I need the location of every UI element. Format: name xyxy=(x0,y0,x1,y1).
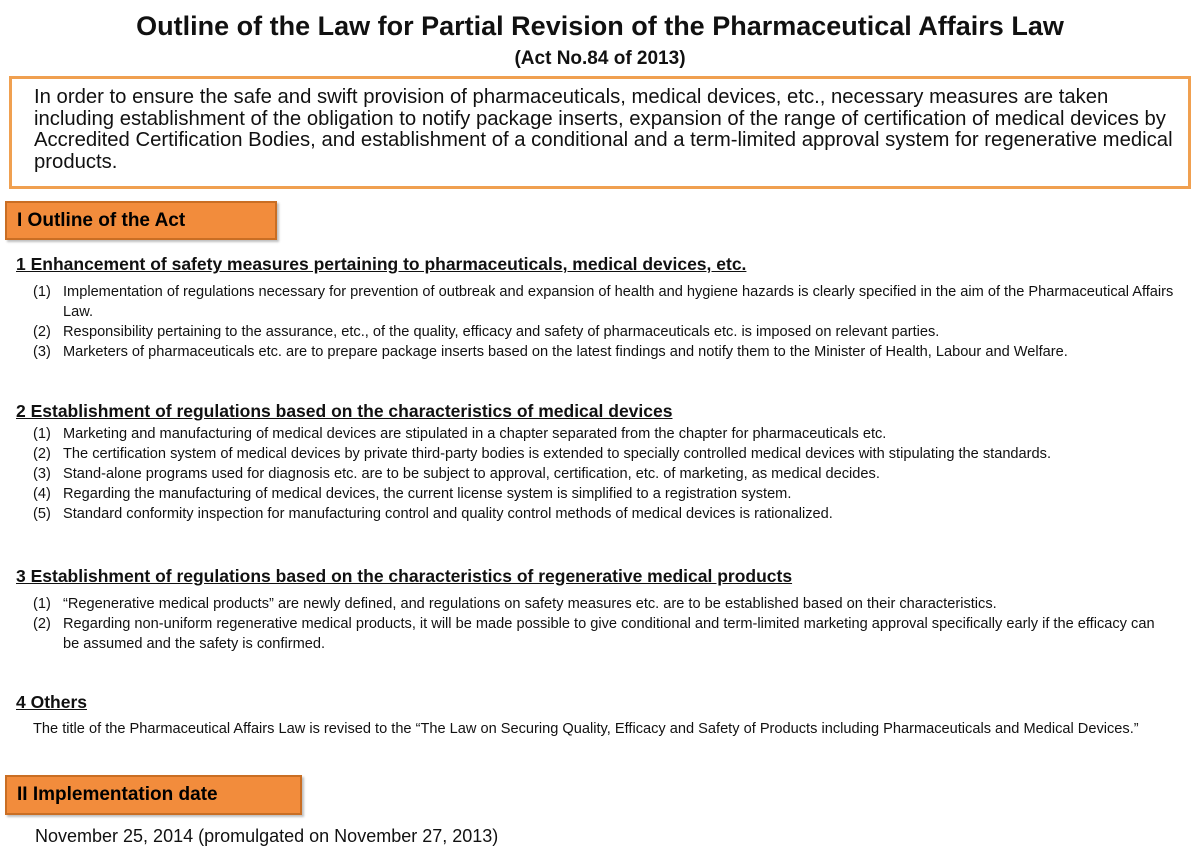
group-heading-regenerative-products: 3 Establishment of regulations based on the characteristics of regenerative medical products xyxy=(16,566,793,586)
page-subtitle: (Act No.84 of 2013) xyxy=(514,48,686,69)
item-number: (2) xyxy=(33,616,51,632)
item-text: Responsibility pertaining to the assurance, etc., of the quality, efficacy and safety of pharmaceuticals etc. is imposed on relevant parties. xyxy=(63,324,940,340)
item-text: Regarding non-uniform regenerative medical products, it will be made possible to give conditional and term-limited marketing approval specifically early if the efficacy can be assumed and the safety is confirmed. xyxy=(63,616,1155,652)
list-item xyxy=(33,322,1174,342)
list-item xyxy=(33,444,1174,464)
group-heading-safety-measures: 1 Enhancement of safety measures pertaining to pharmaceuticals, medical devices, etc. xyxy=(16,254,747,274)
list-item xyxy=(33,504,1174,524)
item-text: The certification system of medical devices by private third-party bodies is extended to specially controlled medical devices with stipulating the standards. xyxy=(63,446,1051,462)
item-number: (5) xyxy=(33,506,51,522)
group-heading-medical-devices: 2 Establishment of regulations based on the characteristics of medical devices xyxy=(16,401,673,421)
item-text: Stand-alone programs used for diagnosis etc. are to be subject to approval, certification, etc. of marketing, as medical decides. xyxy=(63,466,880,482)
item-number: (4) xyxy=(33,486,51,502)
section-badge-label: I Outline of the Act xyxy=(17,210,186,231)
page-title: Outline of the Law for Partial Revision of the Pharmaceutical Affairs Law xyxy=(136,11,1064,41)
item-text: Regarding the manufacturing of medical devices, the current license system is simplified to a registration system. xyxy=(63,486,792,502)
item-text: “Regenerative medical products” are newly defined, and regulations on safety measures etc. are to be established based on their characteristics. xyxy=(63,596,997,612)
item-text: Marketing and manufacturing of medical devices are stipulated in a chapter separated from the chapter for pharmaceuticals etc. xyxy=(63,426,887,442)
list-item xyxy=(33,282,1174,322)
item-text: Implementation of regulations necessary for prevention of outbreak and expansion of health and hygiene hazards is clearly specified in the aim of the Pharmaceutical Affairs Law. xyxy=(63,284,1174,320)
item-number: (1) xyxy=(33,284,51,300)
item-number: (1) xyxy=(33,596,51,612)
group-heading-others: 4 Others xyxy=(16,692,87,712)
item-text: Standard conformity inspection for manufacturing control and quality control methods of medical devices is rationalized. xyxy=(63,506,833,522)
item-text: Marketers of pharmaceuticals etc. are to prepare package inserts based on the latest findings and notify them to the Minister of Health, Labour and Welfare. xyxy=(63,344,1068,360)
implementation-date: November 25, 2014 (promulgated on November 27, 2013) xyxy=(35,826,499,846)
group-list-regenerative-products xyxy=(33,594,1174,654)
list-item xyxy=(33,614,1174,654)
item-number: (2) xyxy=(33,446,51,462)
summary-text: In order to ensure the safe and swift provision of pharmaceuticals, medical devices, etc., necessary measures are taken including establishment of the obligation to notify package inserts, expansion of the range of certification of medical devices by Accredited Certification Bodies, and establishment of a conditional and a term-limited approval system for regenerative medical products. xyxy=(34,86,1173,173)
summary-box xyxy=(9,76,1191,189)
group-list-safety-measures xyxy=(33,282,1174,362)
item-number: (3) xyxy=(33,466,51,482)
list-item xyxy=(33,424,1174,444)
item-number: (3) xyxy=(33,344,51,360)
list-item xyxy=(33,342,1174,362)
group-list-medical-devices xyxy=(33,424,1174,524)
list-item xyxy=(33,464,1174,484)
section-badge-label: II Implementation date xyxy=(17,784,218,805)
list-item xyxy=(33,594,1174,614)
item-number: (1) xyxy=(33,426,51,442)
section-badge-outline xyxy=(5,201,277,240)
item-number: (2) xyxy=(33,324,51,340)
section-badge-implementation-date xyxy=(5,775,302,815)
others-text: The title of the Pharmaceutical Affairs Law is revised to the “The Law on Securing Quality, Efficacy and Safety of Products including Pharmaceuticals and Medical Devices.” xyxy=(33,721,1139,737)
list-item xyxy=(33,484,1174,504)
